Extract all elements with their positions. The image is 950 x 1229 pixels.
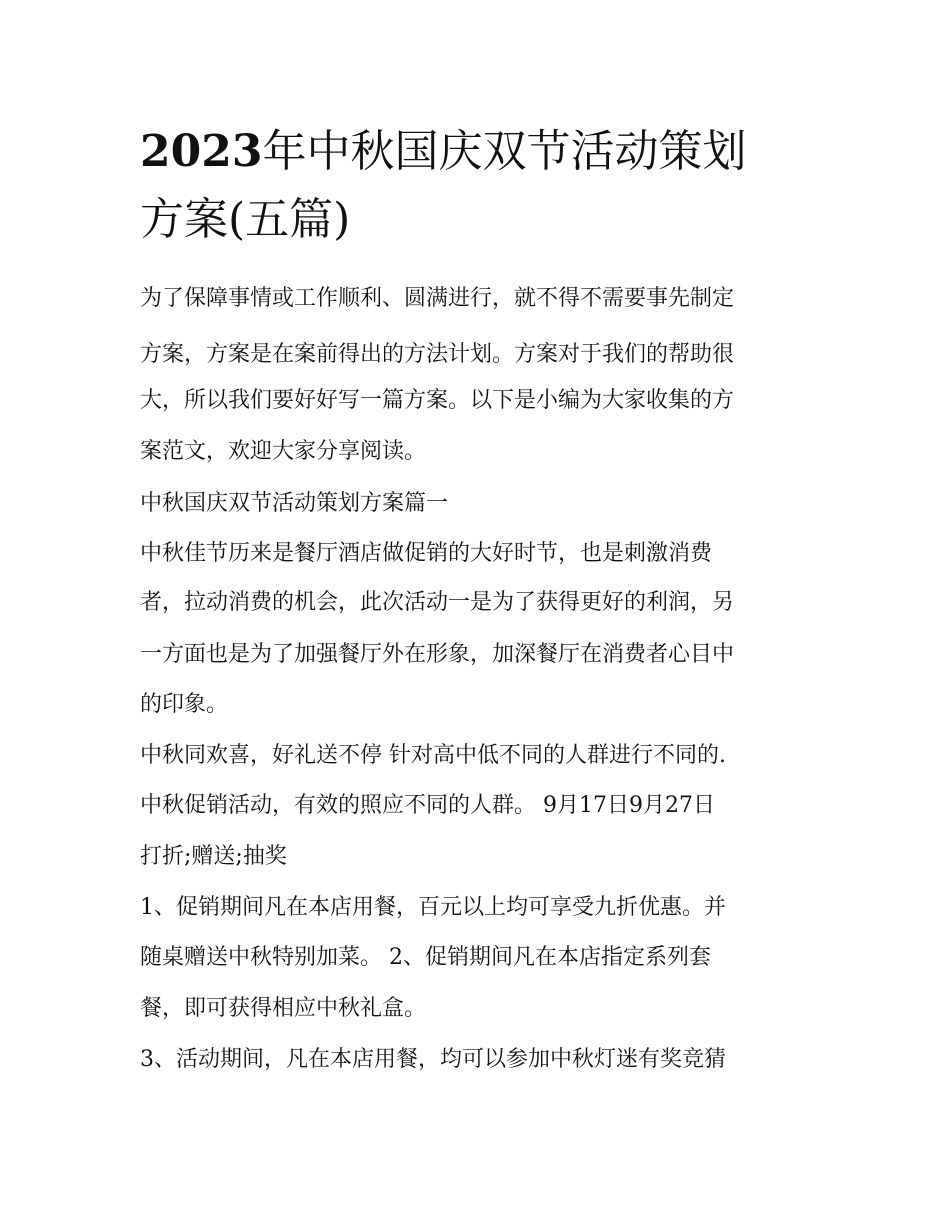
para1-line-4: 的印象。 bbox=[140, 692, 229, 717]
title-year: 2023 bbox=[140, 126, 263, 177]
section-heading: 中秋国庆双节活动策划方案篇一 bbox=[140, 491, 449, 516]
para2-line-3: 打折;赠送;抽奖 bbox=[140, 844, 287, 869]
title-line1-rest: 年中秋国庆双节活动策划 bbox=[262, 126, 747, 177]
intro-line-2: 方案，方案是在案前得出的方法计划。方案对于我们的帮助很 bbox=[140, 342, 735, 367]
title-line2: 方案(五篇) bbox=[140, 194, 351, 245]
para2-line-2: 中秋促销活动，有效的照应不同的人群。 9月17日9月27日 bbox=[140, 793, 715, 818]
item1-line-1: 1、促销期间凡在本店用餐，百元以上均可享受九折优惠。并 bbox=[140, 895, 726, 920]
intro-line-1: 为了保障事情或工作顺利、圆满进行，就不得不需要事先制定 bbox=[140, 286, 735, 311]
para1-line-3: 一方面也是为了加强餐厅外在形象，加深餐厅在消费者心目中 bbox=[140, 642, 735, 667]
item1-line-3: 餐，即可获得相应中秋礼盒。 bbox=[140, 996, 427, 1021]
para2-line-1: 中秋同欢喜，好礼送不停 针对高中低不同的人群进行不同的. bbox=[140, 743, 726, 768]
para1-line-1: 中秋佳节历来是餐厅酒店做促销的大好时节，也是刺激消费 bbox=[140, 541, 713, 566]
item1-line-2: 随桌赠送中秋特别加菜。 2、促销期间凡在本店指定系列套 bbox=[140, 945, 711, 970]
intro-line-3: 大，所以我们要好好写一篇方案。以下是小编为大家收集的方 bbox=[140, 388, 735, 413]
para1-line-2: 者，拉动消费的机会，此次活动一是为了获得更好的利润，另 bbox=[140, 590, 735, 615]
intro-line-4: 案范文，欢迎大家分享阅读。 bbox=[140, 439, 427, 464]
document-title bbox=[140, 118, 820, 254]
item3-line-1: 3、活动期间，凡在本店用餐，均可以参加中秋灯迷有奖竞猜 bbox=[140, 1047, 726, 1072]
